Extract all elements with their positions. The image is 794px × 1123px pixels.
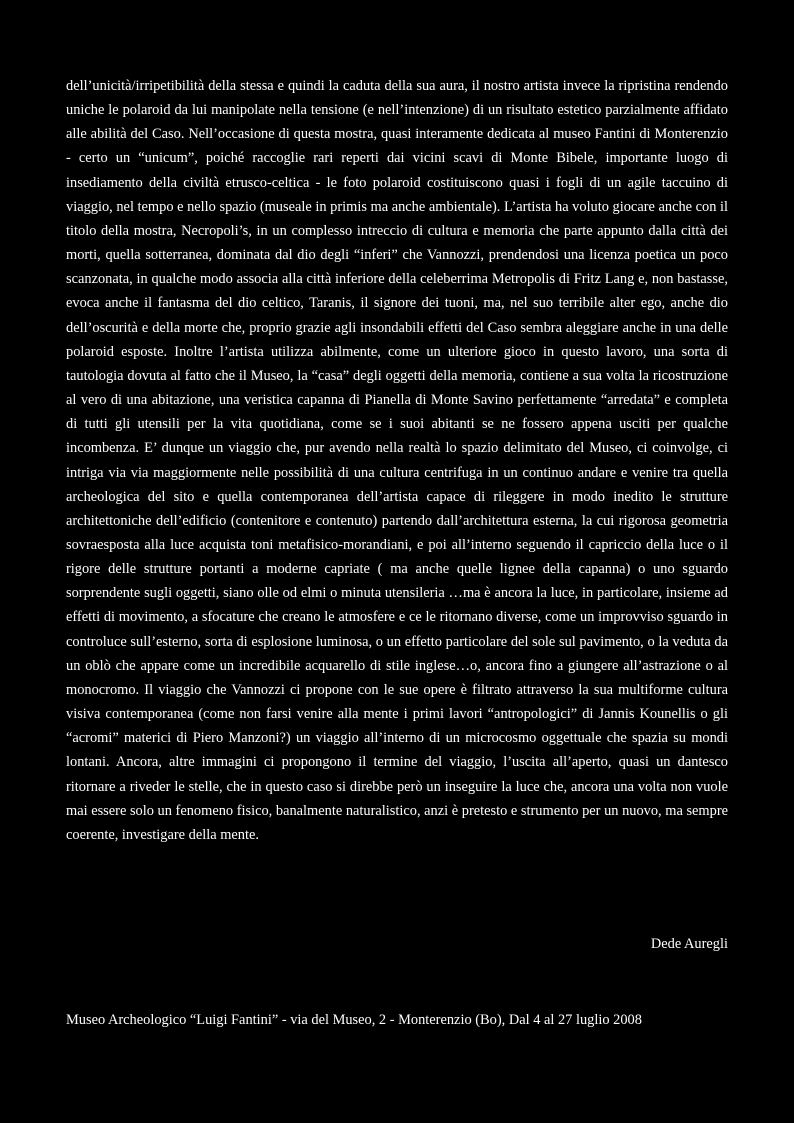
author-signature: Dede Auregli [650,936,728,952]
exhibition-footer: Museo Archeologico “Luigi Fantini” - via del Museo, 2 - Monterenzio (Bo), Dal 4 al 27 luglio 2008 [66,1012,642,1028]
essay-body-text: dell’unicità/irripetibilità della stessa e quindi la caduta della sua aura, il nostro artista invece la ripristina rendendo uniche le polaroid da lui manipolate nella tensione (e nell’intenzione) di un risultato estetico parzialmente affidato alle abilità del Caso. Nell’occasione di questa mostra, quasi interamente dedicata al museo Fantini di Monterenzio - certo un “unicum”, poiché raccoglie rari reperti dai vicini scavi di Monte Bibele, importante luogo di insediamento della civiltà etrusco-celtica - le foto polaroid costituiscono quasi i fogli di un agile taccuino di viaggio, nel tempo e nello spazio (museale in primis ma anche ambientale). L’artista ha voluto giocare anche con il titolo della mostra, Necropoli’s, in un complesso intreccio di cultura e memoria che parte appunto dalla città dei morti, quella sotterranea, dominata dal dio degli “inferi” che Vannozzi, prendendosi una licenza poetica un poco scanzonata, in qualche modo associa alla città inferiore della celeberrima Metropolis di Fritz Lang e, non bastasse, evoca anche il fantasma del dio celtico, Taranis, il signore dei tuoni, ma, nel suo terribile alter ego, anche dio dell’oscurità e della morte che, proprio grazie agli insondabili effetti del Caso sembra aleggiare anche in una delle polaroid esposte. Inoltre l’artista utilizza abilmente, come un ulteriore gioco in questo lavoro, una sorta di tautologia dovuta al fatto che il Museo, la “casa” degli oggetti della memoria, contiene a sua volta la ricostruzione al vero di una abitazione, una veristica capanna di Pianella di Monte Savino perfettamente “arredata” e completa di tutti gli utensili per la vita quotidiana, come se i suoi abitanti se ne fossero appena usciti per qualche incombenza. E’ dunque un viaggio che, pur avendo nella realtà lo spazio delimitato del Museo, ci coinvolge, ci intriga via via maggiormente nelle possibilità di una cultura centrifuga in un continuo andare e venire tra quella archeologica del sito e quella contemporanea dell’artista capace di rileggere in modo inedito le strutture architettoniche dell’edificio (contenitore e contenuto) partendo dall’architettura esterna, la cui rigorosa geometria sovraesposta alla luce acquista toni metafisico-morandiani, e poi all’interno seguendo il capriccio della luce o il rigore delle strutture portanti a moderne capriate ( ma anche quelle lignee della capanna) o uno sguardo sorprendente sugli oggetti, siano olle od elmi o minuta utensileria …ma è ancora la luce, in particolare, insieme ad effetti di movimento, a sfocature che creano le atmosfere e ce le ritornano diverse, come un improvviso sguardo in controluce sull’esterno, sorta di esplosione luminosa, o un effetto particolare del sole sul pavimento, o la veduta da un oblò che appare come un incredibile acquarello di stile inglese…o, ancora fino a giungere all’astrazione o al monocromo. Il viaggio che Vannozzi ci propone con le sue opere è filtrato attraverso la sua multiforme cultura visiva contemporanea (come non farsi venire alla mente i primi lavori “antropologici” di Jannis Kounellis o gli “acromi” materici di Piero Manzoni?) un viaggio all’interno di un microcosmo oggettuale che spazia su mondi lontani. Ancora, altre immagini ci propongono il termine del viaggio, l’uscita all’aperto, quasi un dantesco ritornare a riveder le stelle, che in questo caso si direbbe però un inseguire la luce che, ancora una volta non vuole mai essere solo un fenomeno fisico, banalmente naturalistico, anzi è pretesto e strumento per un nuovo, ma sempre coerente, investigare della mente. [66,78,729,843]
